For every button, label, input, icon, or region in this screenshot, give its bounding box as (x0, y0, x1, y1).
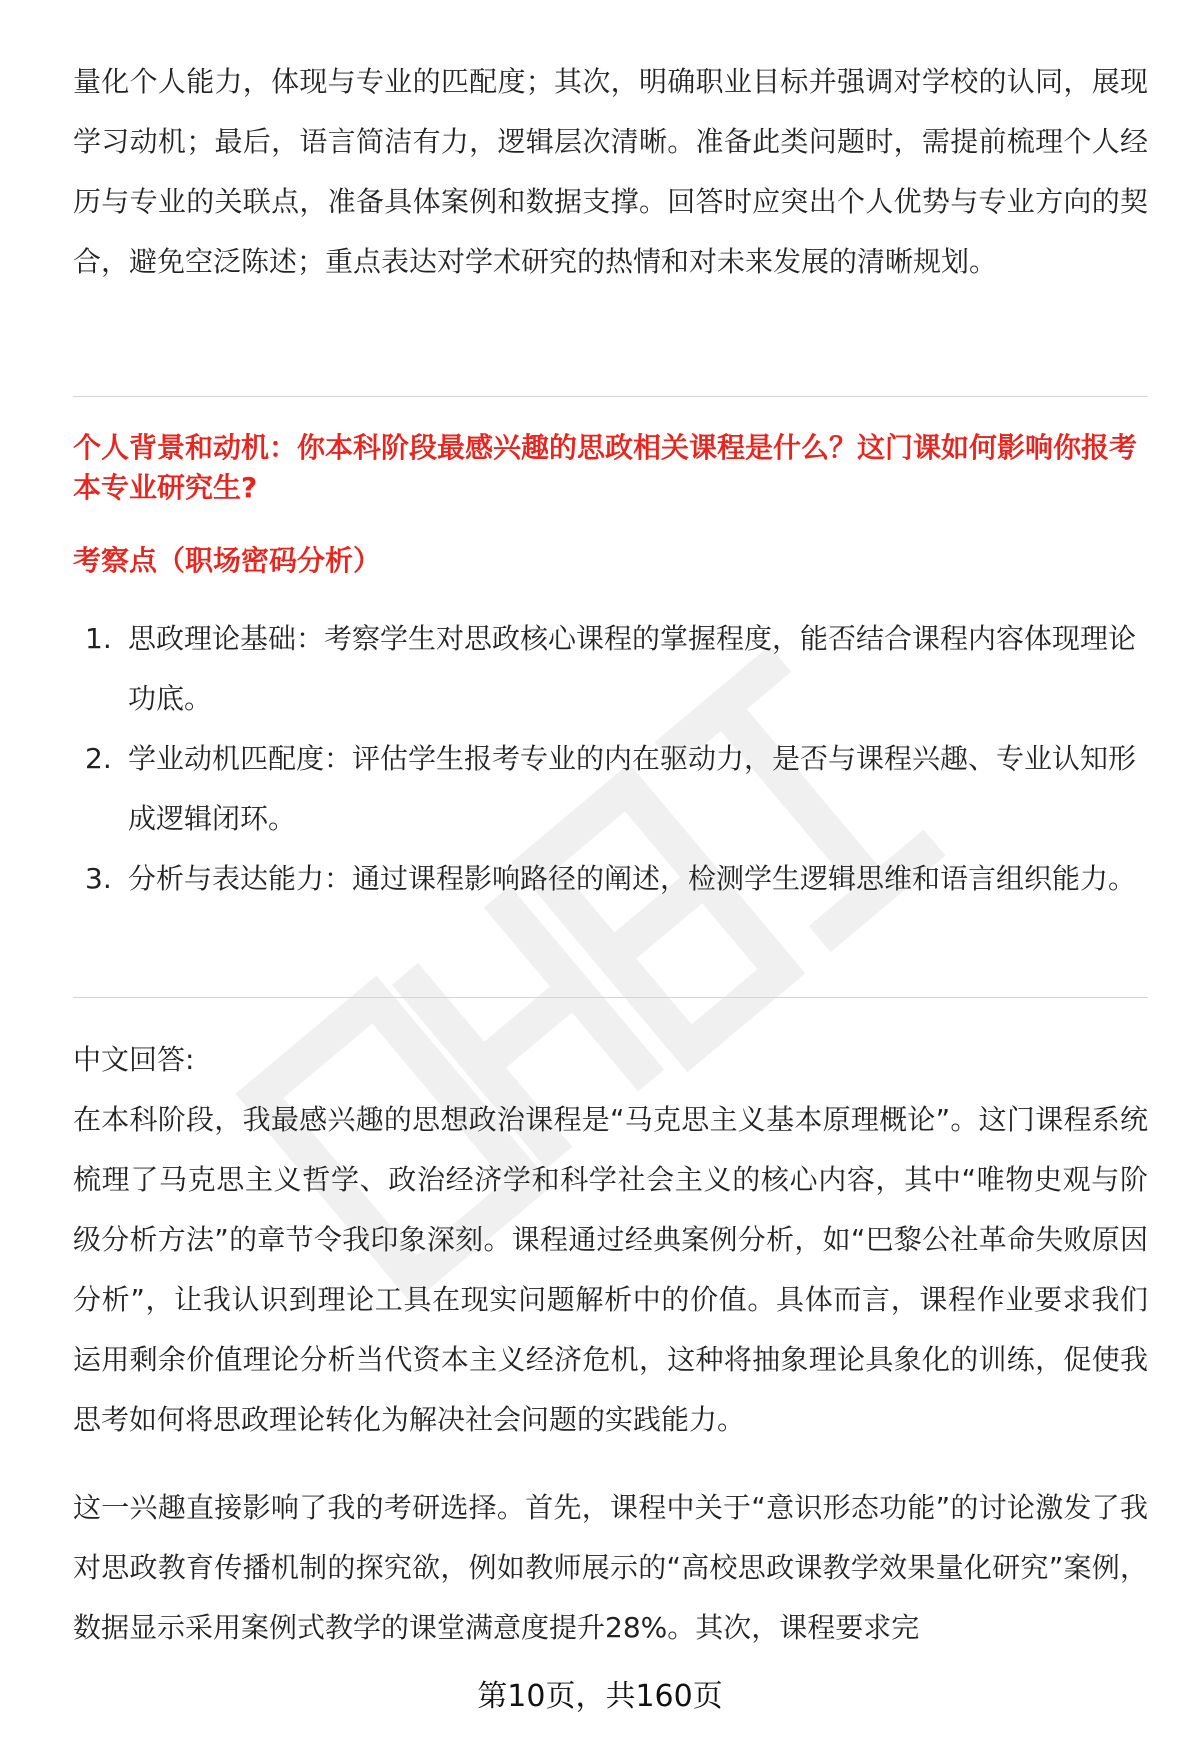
list-item (73, 609, 1148, 729)
list-item (73, 729, 1148, 849)
list-item-number: 2. (85, 742, 112, 775)
divider-top (73, 396, 1148, 397)
points-list (73, 609, 1148, 909)
answer-paragraph-1: 在本科阶段，我最感兴趣的思想政治课程是“马克思主义基本原理概论”。这门课程系统梳理了马克思主义哲学、政治经济学和科学社会主义的核心内容，其中“唯物史观与阶级分析方法”的章节令我印象深刻。课程通过经典案例分析，如“巴黎公社革命失败原因分析”，让我认识到理论工具在现实问题解析中的价值。具体而言，课程作业要求我们运用剩余价值理论分析当代资本主义经济危机，这种将抽象理论具象化的训练，促使我思考如何将思政理论转化为解决社会问题的实践能力。 (73, 1103, 1148, 1436)
question-title: 个人背景和动机：你本科阶段最感兴趣的思政相关课程是什么？这门课如何影响你报考本专业研究生? (73, 431, 1138, 504)
points-title: 考察点（职场密码分析） (73, 544, 382, 577)
list-item-text: 思政理论基础：考察学生对思政核心课程的掌握程度，能否结合课程内容体现理论功底。 (128, 622, 1137, 715)
list-item-text: 学业动机匹配度：评估学生报考专业的内在驱动力，是否与课程兴趣、专业认知形成逻辑闭环。 (128, 742, 1137, 835)
page-number: 第10页，共160页 (477, 1679, 723, 1714)
list-item-text: 分析与表达能力：通过课程影响路径的阐述，检测学生逻辑思维和语言组织能力。 (128, 862, 1137, 895)
answer-label: 中文回答: (73, 1043, 195, 1076)
intro-block (73, 52, 1148, 292)
list-item-number: 3. (85, 862, 112, 895)
answer-paragraph-2: 这一兴趣直接影响了我的考研选择。首先，课程中关于“意识形态功能”的讨论激发了我对思政教育传播机制的探究欲，例如教师展示的“高校思政课教学效果量化研究”案例，数据显示采用案例式教学的课堂满意度提升28%。其次，课程要求完 (73, 1491, 1148, 1644)
divider-middle (73, 997, 1148, 998)
answer-block (73, 1030, 1148, 1658)
list-item (73, 849, 1148, 909)
intro-paragraph: 量化个人能力，体现与专业的匹配度；其次，明确职业目标并强调对学校的认同，展现学习动机；最后，语言简洁有力，逻辑层次清晰。准备此类问题时，需提前梳理个人经历与专业的关联点，准备具体案例和数据支撑。回答时应突出个人优势与专业方向的契合，避免空泛陈述；重点表达对学术研究的热情和对未来发展的清晰规划。 (73, 65, 1148, 278)
list-item-number: 1. (85, 622, 112, 655)
